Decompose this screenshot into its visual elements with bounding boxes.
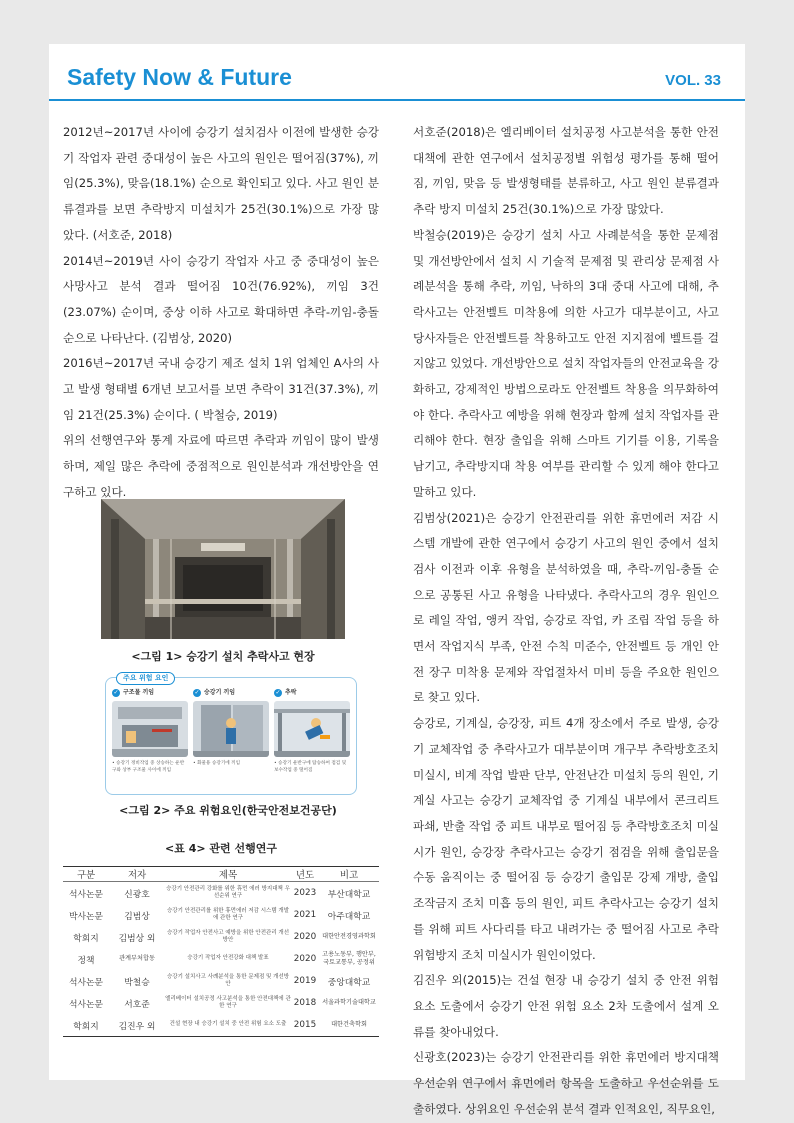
hazard-desc: • 승강기 운반구에 탑승하여 점검 및 보수작업 중 떨어짐 [274, 761, 347, 773]
cell-author: 관계부처합동 [119, 955, 155, 962]
cell-author: 박철승 [124, 977, 150, 988]
check-icon: ✓ [194, 688, 200, 696]
table-row [63, 904, 379, 926]
column-header: 제목 [165, 867, 291, 882]
cell-note: 서울과학기술대학교 [322, 999, 376, 1006]
cell-author: 신광호 [124, 889, 150, 900]
figure1-caption: <그림 1> 승강기 설치 추락사고 현장 [131, 650, 315, 663]
paragraph: 승강로, 기계실, 승강장, 피트 4개 장소에서 주로 발생, 승강기 교체작업 중 추락사고가 대부분이며 개구부 추락방호조치 미실시, 비계 작업 발판 단부, 안전난간 미설치 등의 원인, 기계실 사고는 승강기 교체작업 중 기계실 내부에서 콘크리트 파쇄, 반출 작업 중 피트 내부로 떨어짐 등 추락방호조치 미실시가 원인, 승강장 추락사고는 승강기 점검을 위해 출입문을 수동 움직이는 중 떨어짐 등 승강기 출입문 강제 개방, 출입 조작금지 조치 미흡 등의 원인, 피트 추락사고는 승강기 설치를 위해 피트 사다리를 타고 내려가는 중 떨어짐 사고로 추락위험방지 조치 미실시가 원인이었다. [413, 716, 719, 962]
paragraph: 김범상(2021)은 승강기 안전관리를 위한 휴먼에러 저감 시스템 개발에 관한 연구에서 승강기 사고의 원인 중에서 설치검사 이전과 이후 유형을 분석하였을 때, 추락-끼임-충돌 순으로 공통된 사고 유형을 나타냈다. 추락사고의 경우 원인으로 레일 작업, 앵커 작업, 승강로 작업, 카 조립 작업 등을 하면서 작업지식 부족, 안전 수칙 미준수, 안전벨트 등 개인 안전 장구 미착용 문제와 작업절차서 미비 등을 주요한 원인으로 찾고 있다. [413, 510, 719, 705]
column-header: 구분 [63, 867, 109, 882]
table-row [63, 970, 379, 992]
column-header: 저자 [109, 867, 165, 882]
hazard-item [112, 688, 188, 774]
column-header: 년도 [291, 867, 319, 882]
hazard-label: 추락 [285, 689, 297, 696]
hazard-label: 승강기 끼임 [204, 689, 236, 696]
paragraph: 2014년~2019년 사이 승강기 작업자 사고 중 중대성이 높은 사망사고 분석 결과 떨어짐 10건(76.92%), 끼임 3건(23.07%) 순이며, 중상 이하 사고로 확대하면 추락-끼임-충돌 순으로 나타난다. (김범상, 2020) [63, 253, 379, 345]
cell-year: 2020 [293, 932, 317, 942]
cell-title: 엘리베이터 설치공정 사고분석을 통한 안전대책에 관한 연구 [165, 995, 291, 1009]
cell-type: 정책 [77, 955, 95, 966]
magazine-title: Safety Now & Future [67, 64, 292, 90]
related-research-table [63, 866, 379, 1037]
column-header: 비고 [319, 867, 379, 882]
cell-author: 김진우 외 [109, 1014, 165, 1037]
paragraph: 위의 선행연구와 통계 자료에 따르면 추락과 끼임이 많이 발생하며, 제일 많은 추락에 중점적으로 원인분석과 개선방안을 연구하고 있다. [63, 433, 379, 499]
hazard-illustration [112, 701, 188, 757]
check-icon: ✓ [275, 688, 281, 696]
cell-title: 승강기 작업자 안전사고 예방을 위한 안전관리 개선방안 [166, 929, 290, 943]
cell-note: 아주대학교 [327, 911, 371, 922]
cell-type: 학회지 [63, 1014, 109, 1037]
table-row [63, 992, 379, 1014]
cell-title: 승강기 안전관리 강화를 위한 휴먼 에러 방지대책 우선순위 연구 [166, 885, 290, 899]
cell-year: 2019 [293, 976, 317, 986]
cell-type: 석사논문 [69, 889, 103, 900]
elevator-caught-image [193, 701, 269, 757]
cell-type: 석사논문 [69, 999, 103, 1010]
cell-note: 중앙대학교 [327, 977, 371, 988]
check-icon: ✓ [113, 688, 119, 696]
paragraph: 김진우 외(2015)는 건설 현장 내 승강기 설치 중 안전 위험 요소 도출에서 승강기 안전 위험 요소 2차 도출에서 설계 오류를 찾아내었다. [413, 973, 719, 1039]
cell-author: 김범상 외 [118, 933, 156, 944]
cell-year: 2018 [293, 998, 317, 1008]
table-header-row [63, 867, 379, 882]
cell-note: 부산대학교 [327, 889, 371, 900]
cell-note: 대한건축학회 [319, 1014, 379, 1037]
cell-note: 고용노동부, 행안부, 국토교통부, 공정위 [322, 951, 376, 966]
hazard-illustration [274, 701, 350, 757]
volume-label: VOL. 33 [665, 72, 721, 89]
cell-author: 김범상 [124, 911, 150, 922]
paragraph: 서호준(2018)은 엘리베이터 설치공정 사고분석을 통한 안전대책에 관한 연구에서 설치공정별 위험성 평가를 통해 떨어짐, 끼임, 맞음 등 발생형태를 분류하고, 사고 원인 분류결과 추락 방지 미설치 25건(30.1%)으로 가장 많았다. [413, 125, 719, 217]
hazard-panel [105, 674, 357, 795]
hazard-item [274, 688, 350, 774]
table-row [63, 926, 379, 948]
cell-title: 건설 현장 내 승강기 설치 중 안전 위험 요소 도출 [165, 1014, 291, 1037]
cell-author: 서호준 [124, 999, 150, 1010]
figure2-caption: <그림 2> 주요 위험요인(한국안전보건공단) [119, 804, 337, 817]
cell-type: 박사논문 [69, 911, 103, 922]
page [49, 44, 745, 1116]
cell-title: 승강기 안전관리를 위한 휴먼에러 저감 시스템 개발에 관한 연구 [166, 907, 290, 921]
right-column [413, 120, 719, 1122]
paragraph: 박철승(2019)은 승강기 설치 사고 사례분석을 통한 문제점 및 개선방안에서 설치 시 기술적 문제점 및 관리상 문제점 사례분석을 통해 추락, 끼임, 낙하의 3대 중대 사고에 대해, 추락사고는 안전벨트 미착용에 의한 사고가 대부분이고, 사고 당사자들은 안전벨트를 착용하고도 안전 지지점에 벨트를 걸지않고 있었다. 개선방안으로 설치 작업자들의 안전교육을 강화하고, 강제적인 방법으로라도 안전벨트 착용을 의무화하여야 한다. 추락사고 예방을 위해 현장과 함께 설치 작업자를 관리해야 한다. 현장 출입을 위해 스마트 기기를 이용, 기록을 남기고, 추락방지대 착용 여부를 관리할 수 있게 해야 한다고 말하고 있다. [413, 227, 719, 499]
paragraph: 2012년~2017년 사이에 승강기 설치검사 이전에 발생한 승강기 작업자 관련 중대성이 높은 사고의 원인은 떨어짐(37%), 끼임(25.3%), 맞음(18.1%) 순으로 확인되고 있다. 사고 원인 분류결과를 보면 추락방지 미설치가 25건(30.1%)으로 가장 많았다. (서호준, 2018) [63, 125, 379, 242]
header-divider [49, 99, 745, 101]
hazard-label: 구조물 끼임 [123, 689, 155, 696]
paragraph: 2016년~2017년 국내 승강기 제조 설치 1위 업체인 A사의 사고 발생 형태별 6개년 보고서를 보면 추락이 31건(37.3%), 끼임 21건(25.3%) 순이다. ( 박철승, 2019) [63, 356, 379, 422]
hazard-item [193, 688, 269, 768]
elevator-shaft-photo [101, 499, 345, 639]
table4-caption: <표 4> 관련 선행연구 [165, 842, 277, 855]
cell-year: 2021 [293, 910, 317, 920]
cell-year: 2023 [293, 888, 317, 898]
paragraph: 신광호(2023)는 승강기 안전관리를 위한 휴먼에러 방지대책 우선순위 연구에서 휴먼에러 항목을 도출하고 우선순위를 도출하였다. 상위요인 우선순위 분석 결과 인적요인, 직무요인, [413, 1050, 719, 1116]
hazard-desc: • 화물용 승강기에 끼임 [193, 761, 241, 766]
structure-caught-image [112, 701, 188, 757]
cell-year: 2020 [293, 954, 317, 964]
cell-title: 승강기 작업자 안전강화 대책 발표 [187, 955, 269, 962]
hazard-tag: 주요 위험 요인 [116, 672, 175, 685]
left-column [63, 120, 379, 506]
table-row [63, 1014, 379, 1037]
hazard-illustration [193, 701, 269, 757]
cell-type: 석사논문 [69, 977, 103, 988]
table-row [63, 882, 379, 905]
cell-type: 학회지 [73, 933, 99, 944]
table-row [63, 948, 379, 970]
hazard-desc: • 승강기 정비작업 중 상승하는 운반구와 상부 구조물 사이에 끼임 [112, 761, 185, 773]
elevator-shaft-image [101, 499, 345, 639]
cell-note: 대한안전경영과학회 [322, 933, 376, 940]
fall-image [274, 701, 350, 757]
cell-title: 승강기 설치사고 사례분석을 통한 문제점 및 개선방안 [166, 973, 290, 987]
cell-year: 2015 [291, 1014, 319, 1037]
